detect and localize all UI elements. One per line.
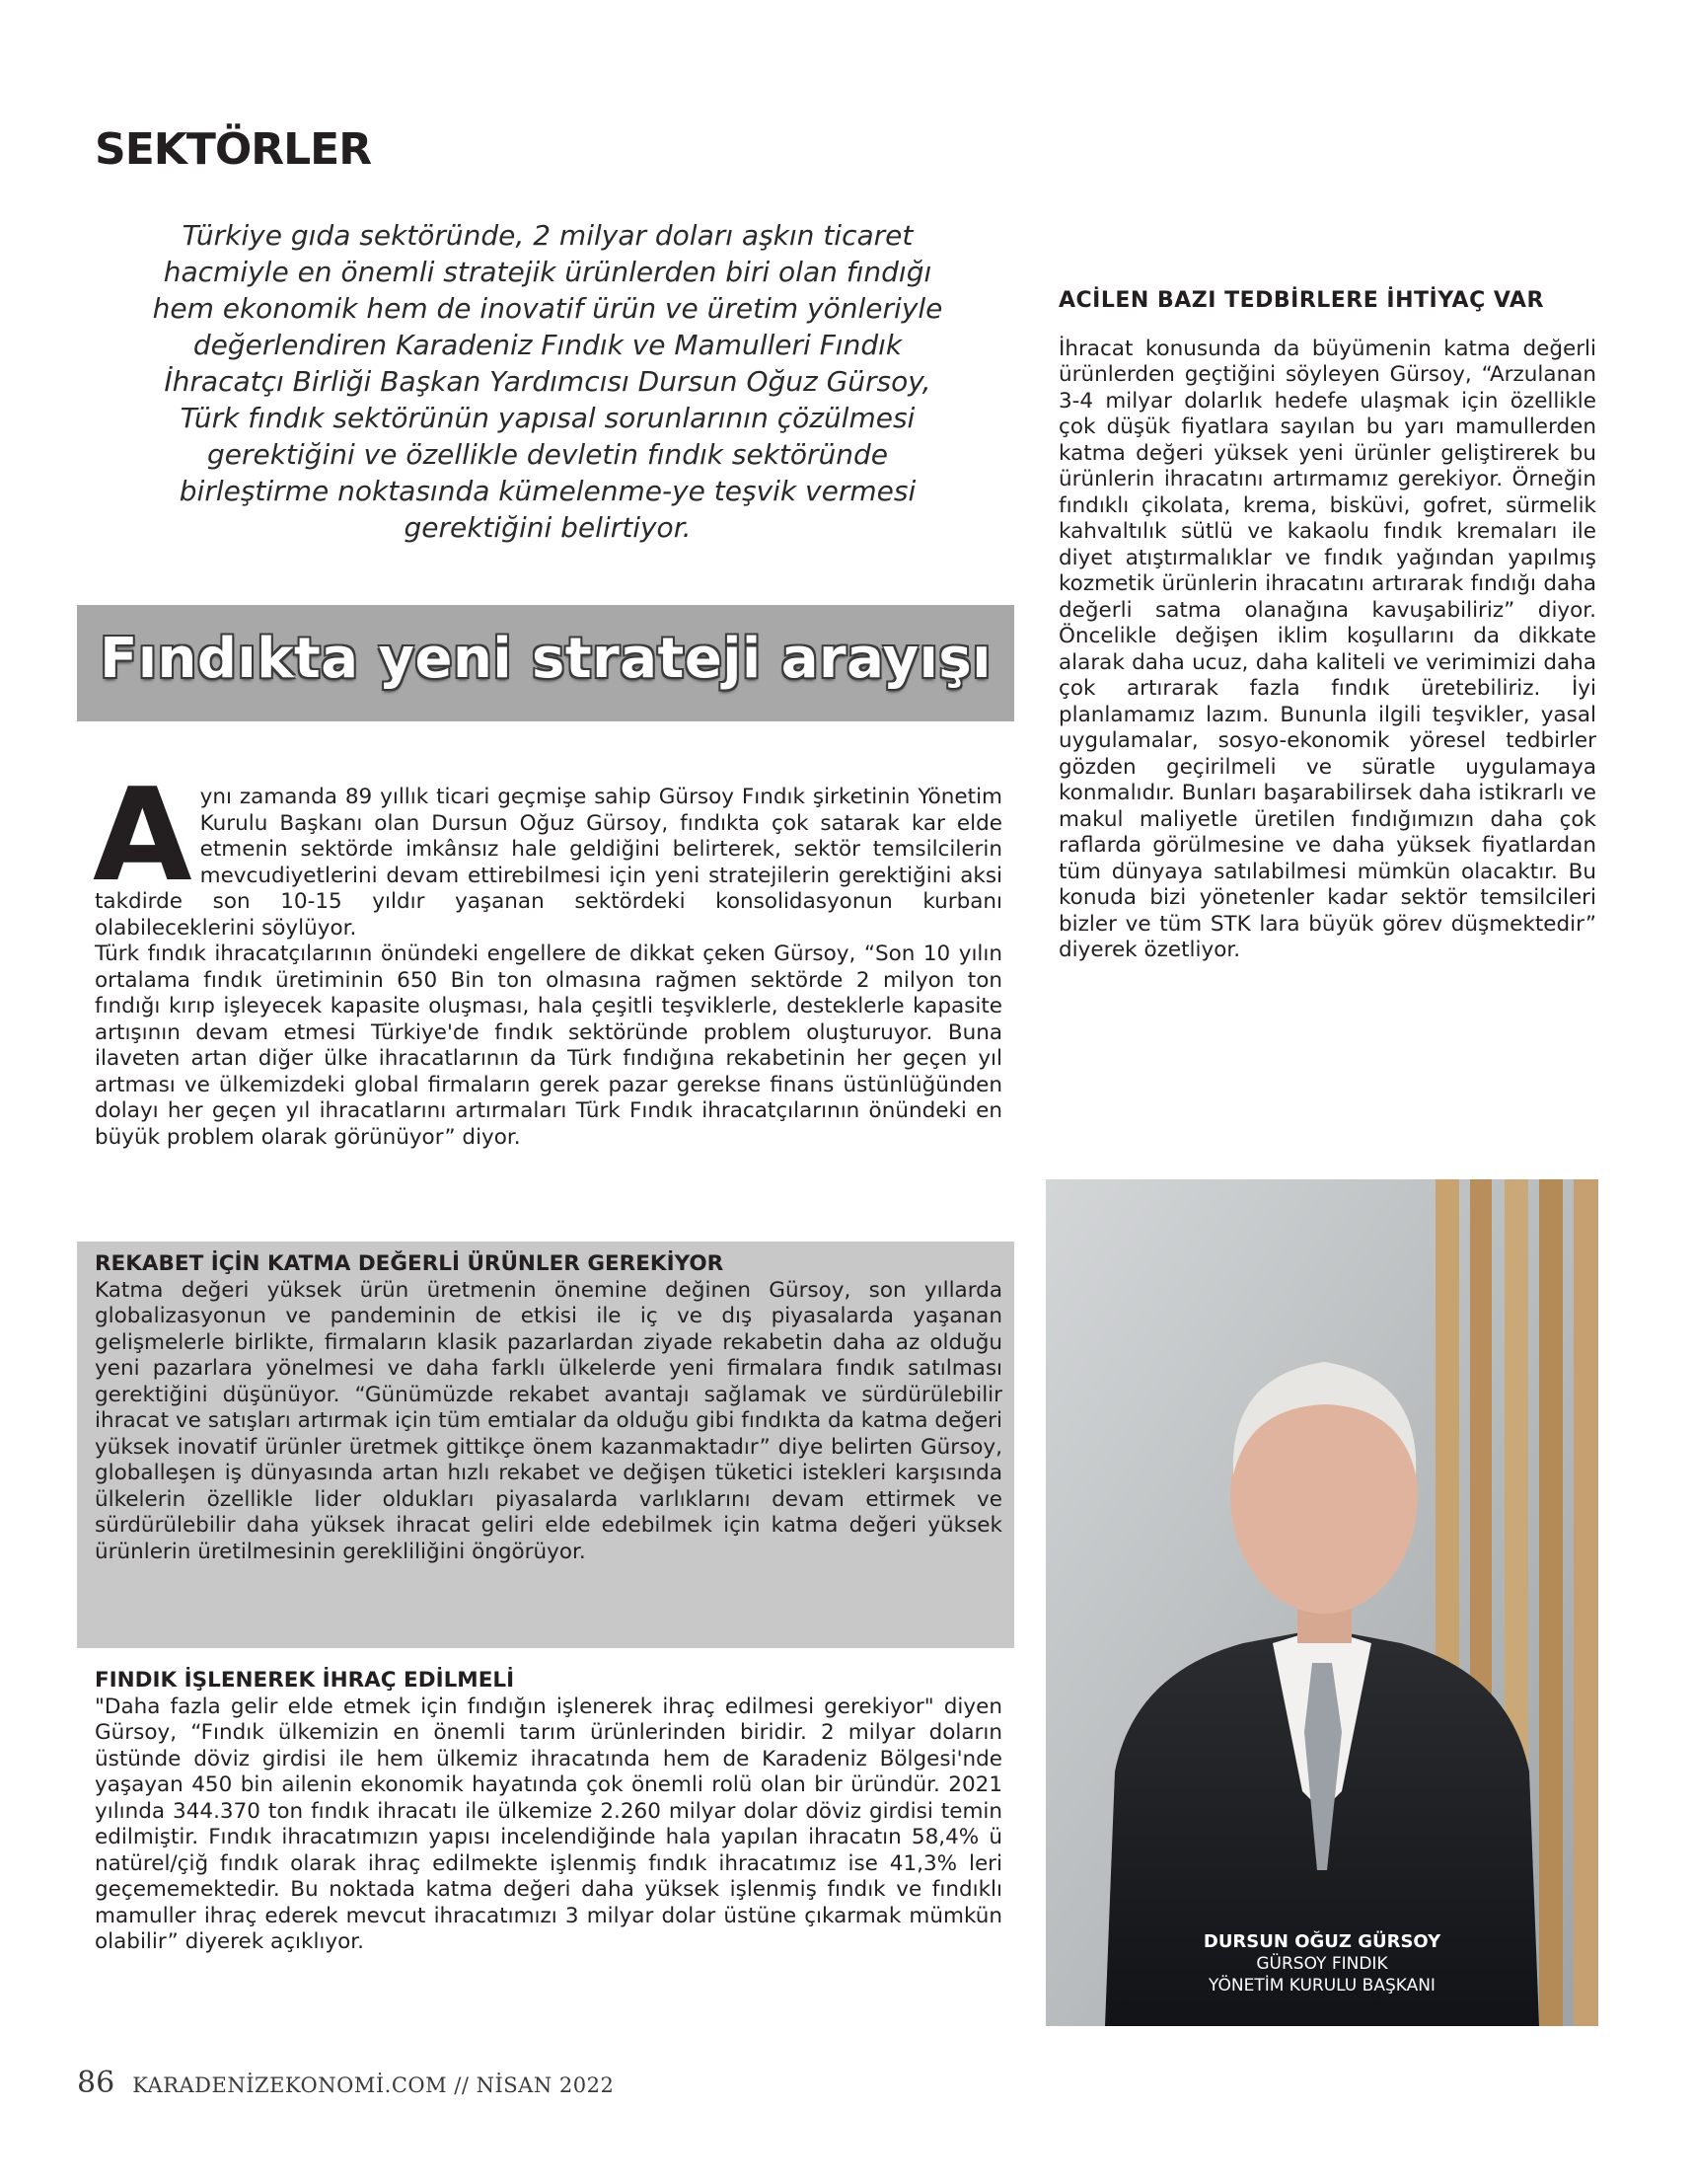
article-headline: Fındıkta yeni strateji arayışı: [100, 627, 992, 691]
page-number: 86: [77, 2066, 115, 2100]
paragraph-1: ynı zamanda 89 yıllık ticari geçmişe sahip Gürsoy Fındık şirketinin Yönetim Kurulu Başkanı olan Dursun Oğuz Gürsoy, fındıkta çok satarak kar elde etmenin sektörde imkânsız hale geldiğini belirterek, sektör temsilcilerin mevcudiyetlerini devam ettirebilmesi için yeni stratejilerin gerektiğini aksi takdirde son 10-15 yıldır yaşanan sektördeki konsolidasyonun kurbanı olabileceklerini söylüyor.: [95, 785, 1002, 941]
caption-name: DURSUN OĞUZ GÜRSOY: [1203, 1931, 1441, 1952]
portrait-photo: [1046, 1179, 1598, 2026]
section-label: SEKTÖRLER: [95, 124, 372, 175]
paragraph-2: Türk fındık ihracatçılarının önündeki engellere de dikkat çeken Gürsoy, “Son 10 yılın ortalama fındık üretiminin 650 Bin ton olmasına rağmen sektörde 2 milyon ton fındığı kırıp işleyecek kapasite oluşması, hala çeşitli teşviklerle, desteklerle kapasite artışının devam etmesi Türkiye'de fındık sektöründe problem oluşturuyor. Buna ilaveten artan diğer ülke ihracatlarının da Türk fındığına rekabetinin her geçen yıl artması ve ülkemizdeki global firmaların gerek pazar gerekse finans üstünlüğünden dolayı her geçen yıl ihracatlarını artırmaları Türk Fındık ihracatçılarının önündeki en büyük problem olarak görünüyor” diyor.: [95, 941, 1002, 1150]
photo-caption: [1046, 1931, 1598, 1996]
drop-cap: A: [93, 760, 192, 910]
lead-paragraph: Türkiye gıda sektöründe, 2 milyar doları aşkın ticaret hacmiyle en önemli stratejik ürünlerden biri olan fındığı hem ekonomik hem de inovatif ürün ve üretim yönleriyle değerlendiren Karadeniz Fındık ve Mamulleri Fındık İhracatçı Birliği Başkan Yardımcısı Dursun Oğuz Gürsoy, Türk fındık sektörünün yapısal sorunlarının çözülmesi gerektiğini ve özellikle devletin fındık sektöründe birleştirme noktasında kümelenme-ye teşvik vermesi gerektiğini belirtiyor.: [152, 219, 943, 544]
paragraph-3: Katma değeri yüksek ürün üretmenin önemine değinen Gürsoy, son yıllarda globalizasyonun ve pandeminin de etkisi ile iç ve dış piyasalarda yaşanan gelişmelerle birlikte, firmaların klasik pazarlardan ziyade rekabetin daha az olduğu yeni pazarlara yönelmesi ve daha farklı ülkelerde yeni firmalara fındık satılması gerektiğini düşünüyor. “Günümüzde rekabet avantajı sağlamak ve sürdürülebilir ihracat ve satışları artırmak için tüm emtialar da olduğu gibi fındıkta da katma değeri yüksek inovatif ürünler üretmek gittikçe önem kazanmaktadır” diye belirten Gürsoy, globalleşen iş dünyasında artan hızlı rekabet ve değişen tüketici istekleri karşısında ülkelerin özellikle lider oldukları piyasalarda varlıklarını devam ettirmek ve sürdürülebilir daha yüksek ihracat geliri elde edebilmek için katma değeri yüksek ürünlerin üretilmesinin gerekliliğini öngörüyor.: [95, 1277, 1002, 1564]
paragraph-4: "Daha fazla gelir elde etmek için fındığın işlenerek ihraç edilmesi gerekiyor" diyen Gürsoy, “Fındık ülkemizin en önemli tarım ürünlerinden biridir. 2 milyar doların üstünde döviz girdisi ile hem ülkemiz ihracatında hem de Karadeniz Bölgesi'nde yaşayan 450 bin ailenin ekonomik hayatında çok önemli rolü olan bir üründür. 2021 yılında 344.370 ton fındık ihracatı ile ülkemize 2.260 milyar dolar döviz girdisi temin edilmiştir. Fındık ihracatımızın yapısı incelendiğinde hala yapılan ihracatın 58,4% ü natürel/çiğ fındık olarak ihraç edilmekte işlenmiş fındık ihracatımız ise 41,3% leri geçememektedir. Bu noktada katma değeri daha yüksek işlenmiş fındık ve fındıklı mamuller ihraç ederek mevcut ihracatımızı 3 milyar dolar üstüne çıkarmak mümkün olabilir” diyerek açıklıyor.: [95, 1694, 1002, 1954]
sidebar-heading: ACİLEN BAZI TEDBİRLERE İHTİYAÇ VAR: [1059, 288, 1544, 313]
page-footer: [77, 2066, 614, 2100]
subheading-export: FINDIK İŞLENEREK İHRAÇ EDİLMELİ: [95, 1668, 515, 1693]
section-competition: [95, 1251, 1002, 1565]
footer-site: KARADENİZEKONOMİ.COM // NİSAN 2022: [132, 2073, 615, 2097]
portrait-illustration: [1046, 1179, 1598, 2026]
caption-title: YÖNETİM KURULU BAŞKANI: [1209, 1976, 1436, 1996]
article-intro: [93, 760, 1002, 1151]
sidebar-column: [1059, 288, 1596, 964]
subheading-competition: REKABET İÇİN KATMA DEĞERLİ ÜRÜNLER GEREKİYOR: [95, 1251, 724, 1276]
sidebar-text: İhracat konusunda da büyümenin katma değerli ürünlerden geçtiğini söyleyen Gürsoy, “Arzulanan 3-4 milyar dolarlık hedefe ulaşmak için özellikle çok düşük fiyatlara sayılan bu yarı mamullerden katma değeri yüksek yeni ürünler geliştirerek bu ürünlerin ihracatını artırmamız gerekiyor. Örneğin fındıklı çikolata, krema, bisküvi, gofret, sürmelik kahvaltılık sütlü ve kakaolu fındık kremaları ile diyet atıştırmalıklar ve fındık yağından yapılmış kozmetik ürünlerin ihracatını artırarak fındığı daha değerli satma olanağına kavuşabiliriz” diyor. Öncelikle değişen iklim koşullarını da dikkate alarak daha ucuz, daha kaliteli ve verimimizi daha çok artırarak fazla fındık üretebiliriz. İyi planlamamız lazım. Bununla ilgili teşvikler, yasal uygulamalar, sosyo-ekonomik yöresel tedbirler gözden geçirilmeli ve süratle uygulamaya konmalıdır. Bunları başarabilirsek daha istikrarlı ve makul maliyetle üretilen fındığımızın daha çok raflarda görülmesine ve daha yüksek fiyatlardan tüm dünyaya satılabilmesi mümkün olacaktır. Bu konuda bizi yönetenler kadar sektör temsilcileri bizler ve tüm STK lara büyük görev düşmektedir” diyerek özetliyor.: [1059, 336, 1596, 962]
caption-company: GÜRSOY FINDIK: [1256, 1954, 1388, 1974]
section-export: [95, 1668, 1002, 1956]
headline-banner: [77, 605, 1014, 721]
